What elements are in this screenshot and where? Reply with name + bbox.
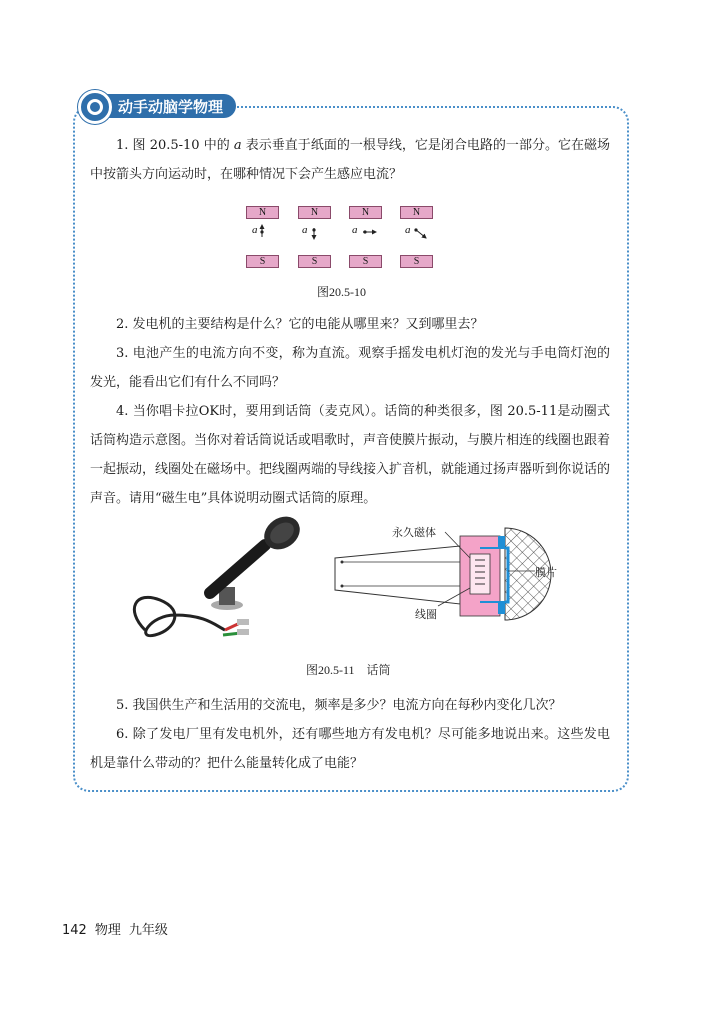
question-3: 3. 电池产生的电流方向不变，称为直流。观察手摇发电机灯泡的发光与手电筒灯泡的发光，能看出它们有什么不同吗？ [90,346,610,390]
page-footer [62,919,176,938]
wire-label-2: a [302,224,308,236]
section-badge-icon [78,90,112,124]
magnet-north-3: N [349,206,382,219]
question-1 [90,131,610,189]
question-1-variable: a [233,138,242,153]
question-2: 2. 发电机的主要结构是什么？它的电能从哪里来？又到哪里去？ [116,317,484,332]
label-coil: 线圈 [415,608,437,621]
question-4: 4. 当你唱卡拉OK时，要用到话筒（麦克风）。话筒的种类很多，图 20.5-11是动圈式话筒构造示意图。当你对着话筒说话或唱歌时，声音使膜片振动，与膜片相连的线圈也跟着一起振动，线圈处在磁场中。把线圈两端的导线接入扩音机，就能通过扬声器听到你说话的声音。请用“磁生电”具体说明动圈式话筒的原理。 [90,404,611,506]
magnet-south-4: S [400,255,433,268]
magnet-north-4: N [400,206,433,219]
question-5: 5. 我国供生产和生活用的交流电，频率是多少？电流方向在每秒内变化几次？ [116,698,562,713]
footer-subject: 物理 [94,923,121,938]
wire-label-3: a [352,224,358,236]
footer-grade: 九年级 [128,923,168,938]
magnet-south-3: S [349,255,382,268]
page-number: 142 [62,923,87,938]
section-title: 动手动脑学物理 [118,98,224,116]
question-1-prefix: 1. 图 20.5-10 中的 [116,138,234,153]
figure-caption-20-5-10: 图20.5-10 [317,285,366,299]
figure-caption-20-5-11: 图20.5-11 话筒 [306,663,391,677]
arrow-diagonal [414,228,426,238]
magnet-north-1: N [246,206,279,219]
wire-label-4: a [405,224,411,236]
arrow-right [363,230,376,233]
label-diaphragm: 膜片 [535,566,557,579]
question-1-suffix: 表示垂直于纸面的一根导线，它是闭合电路的一部分。它在磁场中按箭头方向运动时，在哪种情况下会产生感应电流？ [90,138,610,182]
magnet-south-2: S [298,255,331,268]
magnet-north-2: N [298,206,331,219]
wire-label-1: a [252,224,258,236]
microphone-photo [115,515,315,655]
magnet-south-1: S [246,255,279,268]
arrow-up [260,225,263,237]
label-permanent-magnet: 永久磁体 [392,526,436,539]
motion-arrows [240,220,440,244]
question-6: 6. 除了发电厂里有发电机外，还有哪些地方有发电机？尽可能多地说出来。这些发电机是靠什么带动的？把什么能量转化成了电能？ [90,727,610,771]
arrow-down [312,228,315,239]
